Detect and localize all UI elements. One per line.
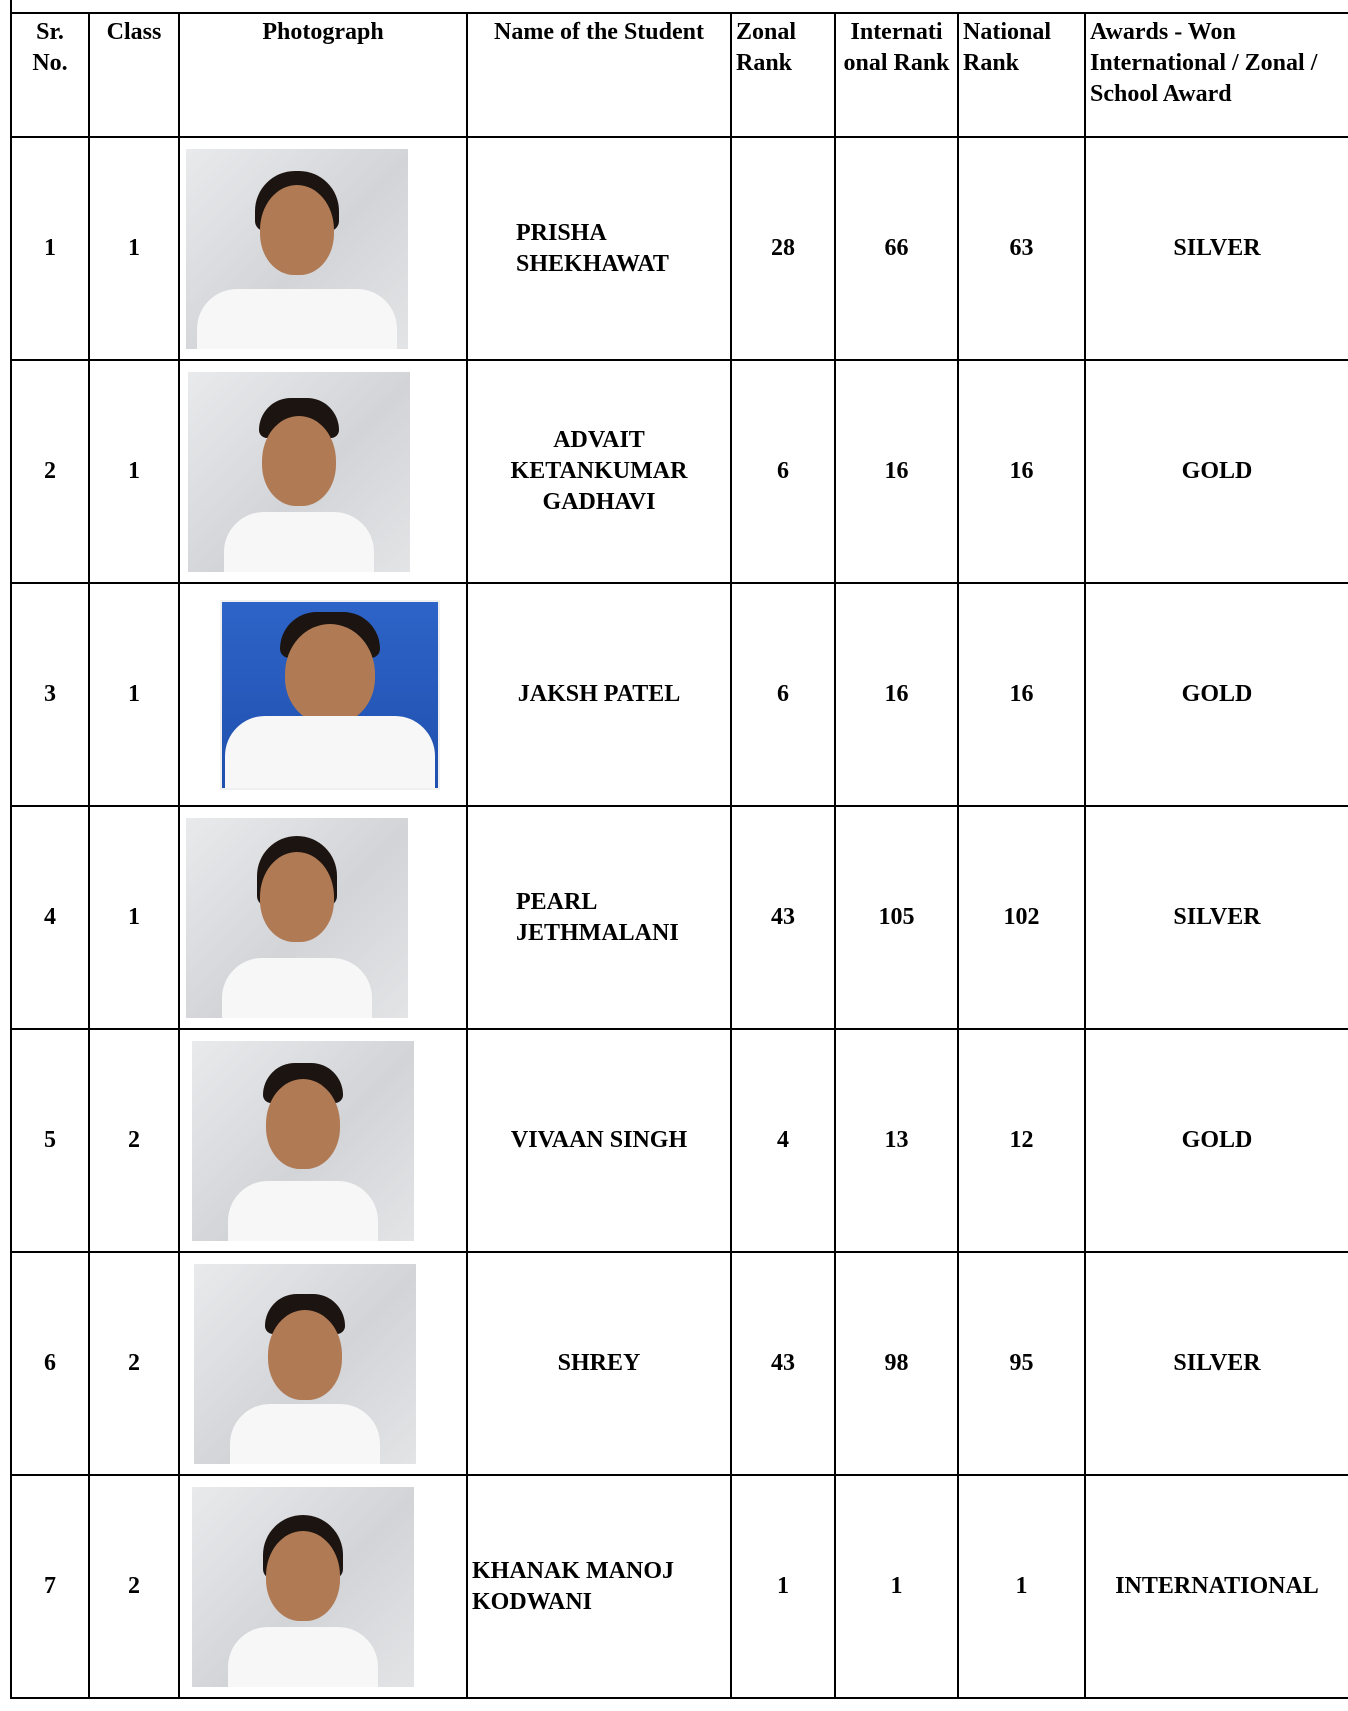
photo-cell <box>179 1475 467 1698</box>
student-name-cell: JAKSH PATEL <box>467 583 731 806</box>
student-photo <box>192 1041 414 1241</box>
award-cell: INTERNATIONAL <box>1085 1475 1348 1698</box>
award-cell: GOLD <box>1085 1029 1348 1252</box>
header-international-rank: Internati onal Rank <box>835 13 958 137</box>
table-row <box>11 137 1348 360</box>
sr-no-cell: 5 <box>11 1029 89 1252</box>
table-row <box>11 1029 1348 1252</box>
table-row <box>11 1475 1348 1698</box>
class-cell: 2 <box>89 1475 179 1698</box>
photo-cell <box>179 1029 467 1252</box>
national-rank-cell: 95 <box>958 1252 1085 1475</box>
sr-no-cell: 7 <box>11 1475 89 1698</box>
table-row <box>11 806 1348 1029</box>
international-rank-cell: 16 <box>835 583 958 806</box>
sr-no-cell: 6 <box>11 1252 89 1475</box>
student-photo <box>186 818 408 1018</box>
national-rank-cell: 12 <box>958 1029 1085 1252</box>
national-rank-cell: 1 <box>958 1475 1085 1698</box>
header-national-rank: National Rank <box>958 13 1085 137</box>
sr-no-cell: 3 <box>11 583 89 806</box>
student-name-cell: SHREY <box>467 1252 731 1475</box>
student-photo <box>186 149 408 349</box>
international-rank-cell: 66 <box>835 137 958 360</box>
photo-cell <box>179 360 467 583</box>
national-rank-cell: 102 <box>958 806 1085 1029</box>
header-sr-no: Sr. No. <box>11 13 89 137</box>
international-rank-cell: 16 <box>835 360 958 583</box>
sr-no-cell: 2 <box>11 360 89 583</box>
student-name-cell: KHANAK MANOJ KODWANI <box>467 1475 731 1698</box>
sr-no-cell: 4 <box>11 806 89 1029</box>
header-row <box>11 13 1348 137</box>
zonal-rank-cell: 6 <box>731 583 835 806</box>
page-top-border <box>10 0 1348 12</box>
student-photo <box>188 372 410 572</box>
table-row <box>11 583 1348 806</box>
table-row <box>11 360 1348 583</box>
photo-cell <box>179 137 467 360</box>
award-cell: SILVER <box>1085 806 1348 1029</box>
student-photo <box>194 1264 416 1464</box>
student-photo <box>192 1487 414 1687</box>
international-rank-cell: 13 <box>835 1029 958 1252</box>
awards-table <box>10 12 1348 1699</box>
header-class: Class <box>89 13 179 137</box>
photo-cell <box>179 806 467 1029</box>
award-cell: GOLD <box>1085 583 1348 806</box>
student-name-cell: ADVAIT KETANKUMAR GADHAVI <box>467 360 731 583</box>
class-cell: 2 <box>89 1252 179 1475</box>
zonal-rank-cell: 4 <box>731 1029 835 1252</box>
header-zonal-rank: Zonal Rank <box>731 13 835 137</box>
photo-cell <box>179 1252 467 1475</box>
award-cell: SILVER <box>1085 137 1348 360</box>
header-photograph: Photograph <box>179 13 467 137</box>
national-rank-cell: 16 <box>958 360 1085 583</box>
award-cell: GOLD <box>1085 360 1348 583</box>
class-cell: 1 <box>89 360 179 583</box>
zonal-rank-cell: 43 <box>731 806 835 1029</box>
sr-no-cell: 1 <box>11 137 89 360</box>
zonal-rank-cell: 1 <box>731 1475 835 1698</box>
international-rank-cell: 98 <box>835 1252 958 1475</box>
header-awards: Awards - Won International / Zonal / School Award <box>1085 13 1348 137</box>
class-cell: 2 <box>89 1029 179 1252</box>
student-name-cell: PEARL JETHMALANI <box>467 806 731 1029</box>
international-rank-cell: 105 <box>835 806 958 1029</box>
table-row <box>11 1252 1348 1475</box>
zonal-rank-cell: 28 <box>731 137 835 360</box>
class-cell: 1 <box>89 137 179 360</box>
national-rank-cell: 63 <box>958 137 1085 360</box>
photo-cell <box>179 583 467 806</box>
award-cell: SILVER <box>1085 1252 1348 1475</box>
international-rank-cell: 1 <box>835 1475 958 1698</box>
student-photo <box>220 600 440 790</box>
national-rank-cell: 16 <box>958 583 1085 806</box>
class-cell: 1 <box>89 806 179 1029</box>
class-cell: 1 <box>89 583 179 806</box>
zonal-rank-cell: 43 <box>731 1252 835 1475</box>
header-student-name: Name of the Student <box>467 13 731 137</box>
student-name-cell: VIVAAN SINGH <box>467 1029 731 1252</box>
zonal-rank-cell: 6 <box>731 360 835 583</box>
student-name-cell: PRISHA SHEKHAWAT <box>467 137 731 360</box>
